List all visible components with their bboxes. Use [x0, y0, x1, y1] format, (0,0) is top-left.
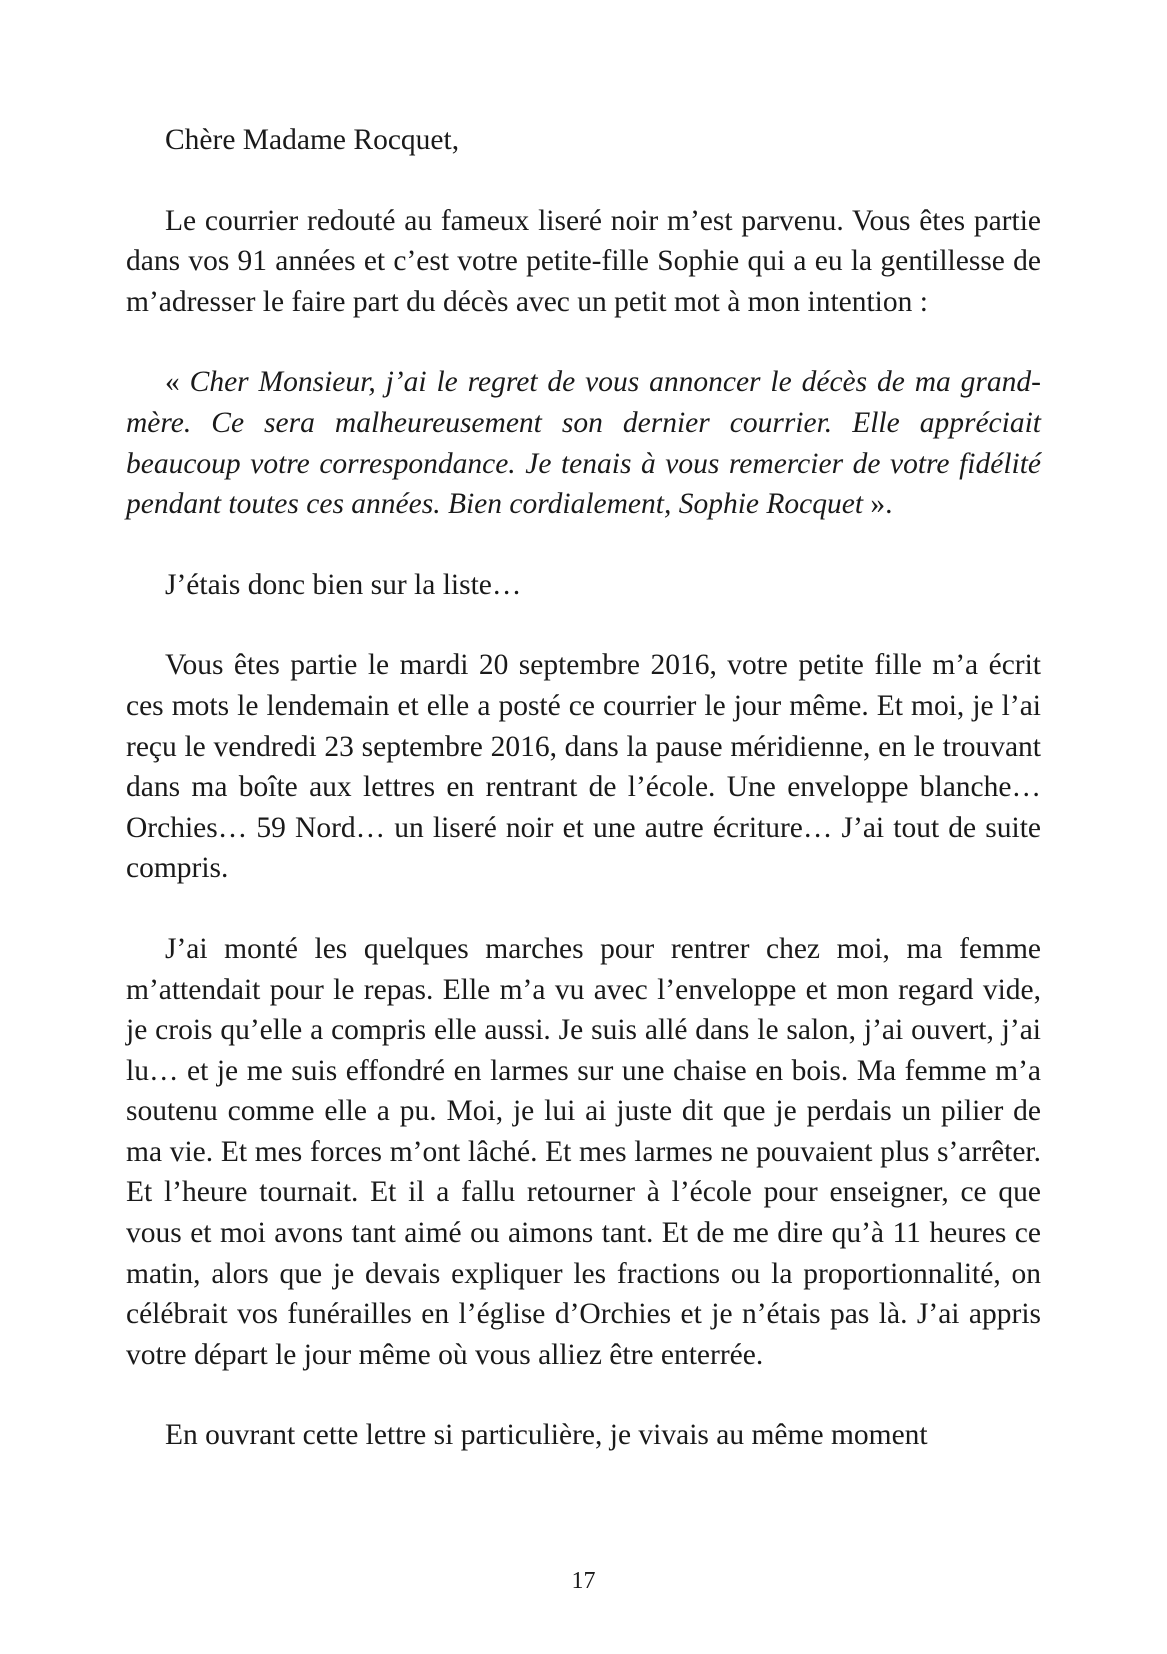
page-body [126, 120, 1041, 1496]
paragraph-dates: Vous êtes partie le mardi 20 septembre 2016, votre petite fille m’a écrit ces mots le lendemain et elle a posté ce courrier le jour même. Et moi, je l’ai reçu le vendredi 23 septembre 2016, dans la pause méridienne, en le trouvant dans ma boîte aux lettres en rentrant de l’école. Une enveloppe blanche… Orchies… 59 Nord… un liseré noir et une autre écriture… J’ai tout de suite compris. [126, 649, 1041, 885]
paragraph-on-the-list: J’étais donc bien sur la liste… [165, 568, 522, 601]
paragraph-grief: J’ai monté les quelques marches pour rentrer chez moi, ma femme m’attendait pour le repas. Elle m’a vu avec l’enveloppe et mon regard vide, je crois qu’elle a compris elle aussi. Je suis allé dans le salon, j’ai ouvert, j’ai lu… et je me suis effondré en larmes sur une chaise en bois. Ma femme m’a soutenu comme elle a pu. Moi, je lui ai juste dit que je perdais un pilier de ma vie. Et mes forces m’ont lâché. Et mes larmes ne pouvaient plus s’arrêter. Et l’heure tournait. Et il a fallu retourner à l’école pour enseigner, ce que vous et moi avons tant aimé ou aimons tant. Et de me dire qu’à 11 heures ce matin, alors que je devais expliquer les fractions ou la proportionnalité, on célébrait vos funérailles en l’église d’Orchies et je n’étais pas là. J’ai appris votre départ le jour même où vous alliez être enterrée. [126, 932, 1041, 1371]
quote-text: Cher Monsieur, j’ai le regret de vous annoncer le décès de ma grand-mère. Ce sera malheureusement son dernier courrier. Elle appréciait beaucoup votre correspondance. Je tenais à vous remercier de votre fidélité pendant toutes ces années. Bien cordialement, Sophie Rocquet [126, 366, 1041, 521]
quote-close-mark: ». [863, 488, 893, 521]
paragraph-letter-received: Le courrier redouté au fameux liseré noir m’est parvenu. Vous êtes partie dans vos 91 années et c’est votre petite-fille Sophie qui a eu la gentillesse de m’adresser le faire part du décès avec un petit mot à mon intention : [126, 204, 1041, 318]
quote-open-mark: « [165, 366, 190, 399]
quoted-note [126, 362, 1041, 524]
paragraph-opening-letter: En ouvrant cette lettre si particulière, je vivais au même moment [165, 1419, 928, 1452]
page-number: 17 [571, 1568, 596, 1594]
greeting: Chère Madame Rocquet, [165, 124, 460, 156]
